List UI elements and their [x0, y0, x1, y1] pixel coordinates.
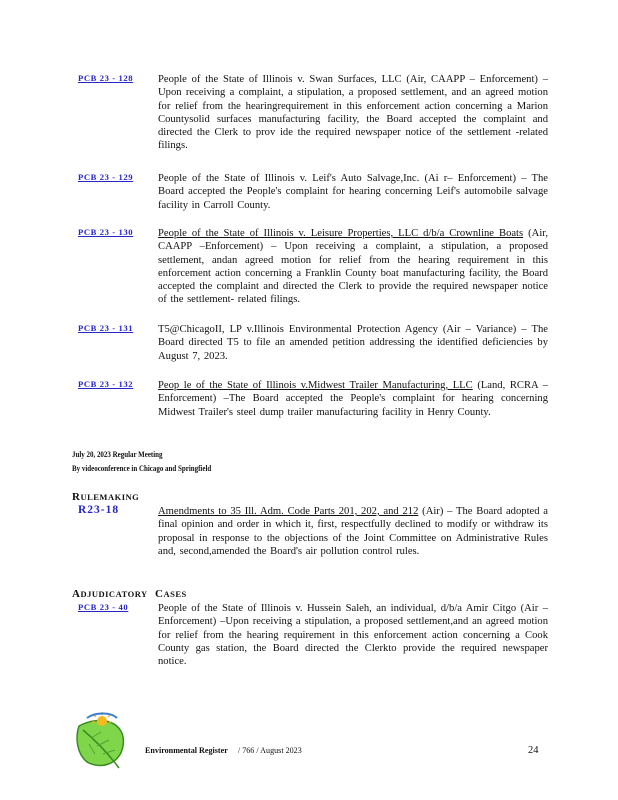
case-summary: People of the State of Illinois v. Leif's Auto Salvage,Inc. (Ai r– Enforcement) – The Board accepted the People's complaint for hearing concerning Leif's automobile salvage facility in Carroll County. — [158, 173, 548, 211]
case-summary — [158, 227, 548, 307]
case-summary: T5@ChicagoII, LP v.Illinois Environmental Protection Agency (Air – Variance) – The Board directed T5 to file an amended petition addressing the identified deficiencies by August 7, 2023. — [158, 324, 548, 362]
leaf-logo-icon — [73, 712, 129, 772]
rulemaking-entry — [78, 505, 548, 558]
cases-heading: CASES — [155, 588, 187, 600]
meeting-heading — [72, 448, 211, 476]
case-entry — [78, 73, 548, 153]
case-entry — [78, 227, 548, 307]
footer-publication: Environmental Register / 766 / August 2023 — [145, 745, 302, 755]
meeting-location: By videoconference in Chicago and Springfield — [72, 464, 212, 473]
rulemaking-summary — [158, 505, 548, 558]
case-number-link[interactable]: PCB 23 - 132 — [78, 379, 134, 389]
rulemaking-text: (Air) – The Board adopted a final opinion and order in which it, first, respectfully declined to modify or withdraw its proposal in response to the objections of the Joint Committee on Administrative Rules and, second,amended the Board's air pollution control rules. — [158, 506, 549, 557]
case-number-link[interactable]: PCB 23 - 40 — [78, 602, 129, 612]
rulemaking-docket-link[interactable]: R23-18 — [78, 504, 120, 516]
case-summary: People of the State of Illinois v. Hussein Saleh, an individual, d/b/a Amir Citgo (Air –Enforcement) –Upon receiving a stipulation, a proposed settlement,and an agreed motion for relief from the hearing requirement in this enforcement action concerning a Cook County gas station, the Board directed the Clerkto provide the required newspaper notice. — [158, 603, 548, 668]
case-number-link[interactable]: PCB 23 - 129 — [78, 172, 134, 182]
case-summary — [158, 379, 548, 419]
case-entry — [78, 379, 548, 419]
case-text: (Air, CAAPP –Enforcement) – Upon receiving a complaint, a stipulation, a proposed settlement, andan agreed motion for relief from the hearing requirement in this enforcement action concerning a Franklin County boat manufacturing facility, the Board accepted the complaint and directed the Clerk to provide the required newspaper notice of the settlement- related filings. — [158, 228, 549, 306]
case-entry — [78, 602, 548, 668]
case-number-link[interactable]: PCB 23 - 128 — [78, 73, 134, 83]
case-number-link[interactable]: PCB 23 - 130 — [78, 227, 134, 237]
meeting-date: July 20, 2023 Regular Meeting — [72, 450, 163, 459]
case-entry — [78, 323, 548, 363]
case-title: Peop le of the State of Illinois v.Midwest Trailer Manufacturing, LLC — [158, 380, 473, 391]
case-summary: People of the State of Illinois v. Swan Surfaces, LLC (Air, CAAPP – Enforcement) – Upon receiving a complaint, a stipulation, a proposed settlement, and an agreed motion for relief from the hearingrequirement in this enforcement action concerning a Marion Countysolid surfaces manufacturing facility, the Board accepted the complaint and directed the Clerk to prov ide the required newspaper notice of the settlement -related filings. — [158, 74, 548, 152]
adjudicatory-heading: ADJUDICATORY — [72, 588, 148, 600]
case-entry — [78, 172, 548, 212]
rulemaking-heading: RULEMAKING — [72, 491, 140, 503]
case-number-link[interactable]: PCB 23 - 131 — [78, 323, 134, 333]
case-text: (Land, RCRA –Enforcement) –The Board accepted the People's complaint for hearing concerning Midwest Trailer's steel dump trailer manufacturing facility in Henry County. — [158, 380, 548, 418]
rulemaking-title: Amendments to 35 Ill. Adm. Code Parts 201, 202, and 212 — [158, 506, 419, 517]
case-title: People of the State of Illinois v. Leisure Properties, LLC d/b/a Crownline Boats — [158, 228, 524, 239]
page-number: 24 — [528, 745, 539, 756]
